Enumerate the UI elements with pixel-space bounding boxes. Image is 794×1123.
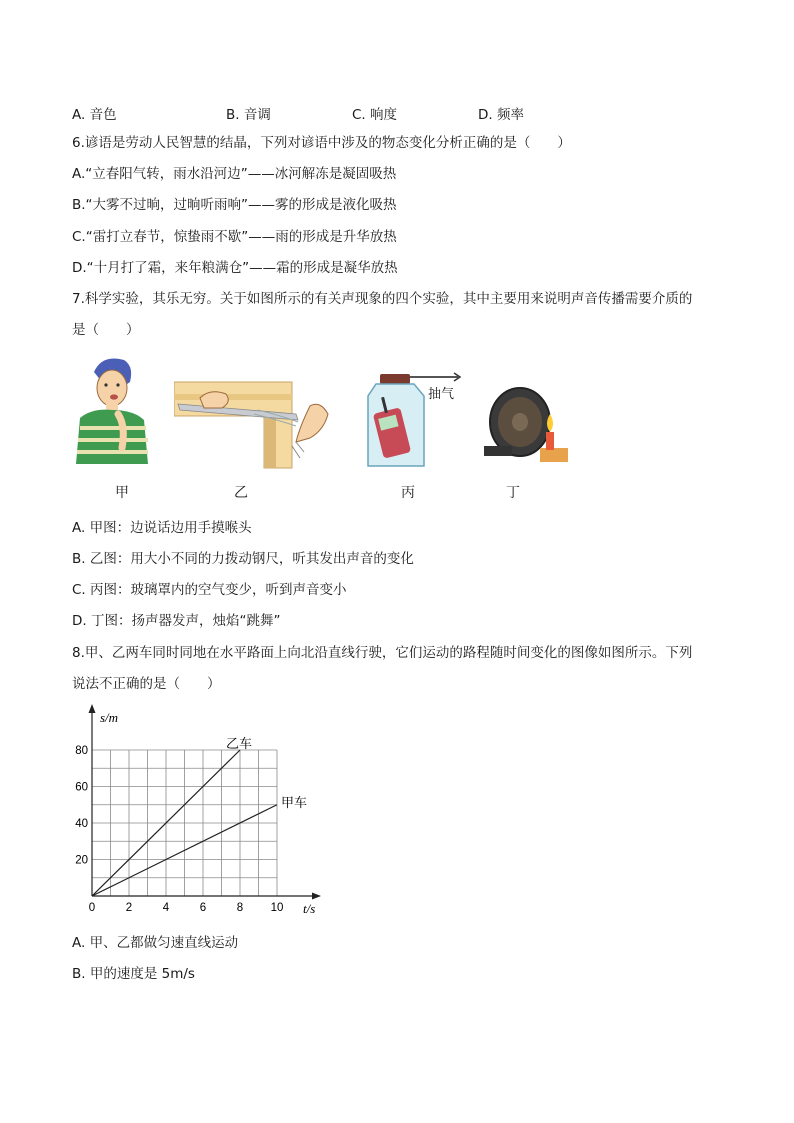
- figure-label-ding: 丁: [506, 485, 520, 501]
- x-tick-label: 10: [270, 902, 284, 914]
- q8-option-b: B. 甲的速度是 5m/s: [72, 966, 195, 982]
- y-axis-label: s/m: [100, 710, 119, 725]
- st-chart: [64, 700, 344, 922]
- figure-label-bing: 丙: [401, 485, 415, 501]
- y-tick-label: 40: [75, 818, 88, 830]
- figure-ding-speaker-candle: [480, 384, 580, 466]
- figure-jia-person-speaking: [72, 352, 152, 472]
- x-axis-arrow: [312, 893, 321, 900]
- q7-stem-line2: 是（ ）: [72, 322, 140, 338]
- q7-option-b: B. 乙图：用大小不同的力拨动钢尺，听其发出声音的变化: [72, 551, 414, 567]
- q7-option-d: D. 丁图：扬声器发声，烛焰“跳舞”: [72, 613, 281, 629]
- y-tick-label: 60: [75, 781, 88, 794]
- x-tick-label: 2: [125, 902, 133, 914]
- q7-option-a: A. 甲图：边说话边用手摸喉头: [72, 520, 252, 536]
- chart-series: [92, 737, 307, 896]
- figure-yi-ruler-on-table: [174, 376, 350, 472]
- q7-option-c: C. 丙图：玻璃罩内的空气变少，听到声音变小: [72, 582, 347, 598]
- x-axis-label: t/s: [303, 901, 316, 916]
- y-tick-label: 80: [75, 745, 88, 757]
- y-tick-label: 20: [75, 854, 88, 867]
- pump-label: 抽气: [428, 387, 455, 402]
- q6-option-b: B.“大雾不过晌，过晌听雨响”——雾的形成是液化吸热: [72, 197, 397, 213]
- q7-stem-line1: 7.科学实验，其乐无穷。关于如图所示的有关声现象的四个实验，其中主要用来说明声音传播需要介质的: [72, 291, 693, 307]
- q6-option-d: D.“十月打了霜，来年粮满仓”——霜的形成是凝华放热: [72, 260, 398, 276]
- series-label: 甲车: [281, 795, 308, 811]
- x-tick-label: 8: [236, 902, 244, 914]
- q6-option-c: C.“雷打立春节，惊蛰雨不歇”——雨的形成是升华放热: [72, 229, 397, 245]
- q5-option-c: C. 响度: [352, 107, 398, 123]
- q8-stem-line2: 说法不正确的是（ ）: [72, 676, 221, 692]
- q5-options: [72, 103, 732, 123]
- q6-stem: 6.谚语是劳动人民智慧的结晶，下列对谚语中涉及的物态变化分析正确的是（ ）: [72, 135, 571, 151]
- q8-stem-line1: 8.甲、乙两车同时同地在水平路面上向北沿直线行驶，它们运动的路程随时间变化的图像如图所示。下列: [72, 645, 693, 661]
- figure-label-jia: 甲: [115, 485, 129, 501]
- y-axis-arrow: [89, 704, 96, 713]
- x-tick-label: 4: [162, 902, 170, 914]
- q5-option-d: D. 频率: [478, 107, 524, 123]
- figure-label-yi: 乙: [234, 485, 248, 501]
- figure-bing-phone-in-jar: [366, 366, 470, 470]
- q5-option-a: A. 音色: [72, 107, 117, 123]
- q5-option-b: B. 音调: [226, 107, 271, 123]
- x-tick-label: 6: [199, 902, 207, 914]
- x-tick-label: 0: [88, 902, 96, 914]
- q6-option-a: A.“立春阳气转，雨水沿河边”——冰河解冻是凝固吸热: [72, 166, 397, 182]
- chart-grid: [92, 750, 277, 896]
- q8-option-a: A. 甲、乙都做匀速直线运动: [72, 935, 239, 951]
- series-label: 乙车: [226, 737, 253, 752]
